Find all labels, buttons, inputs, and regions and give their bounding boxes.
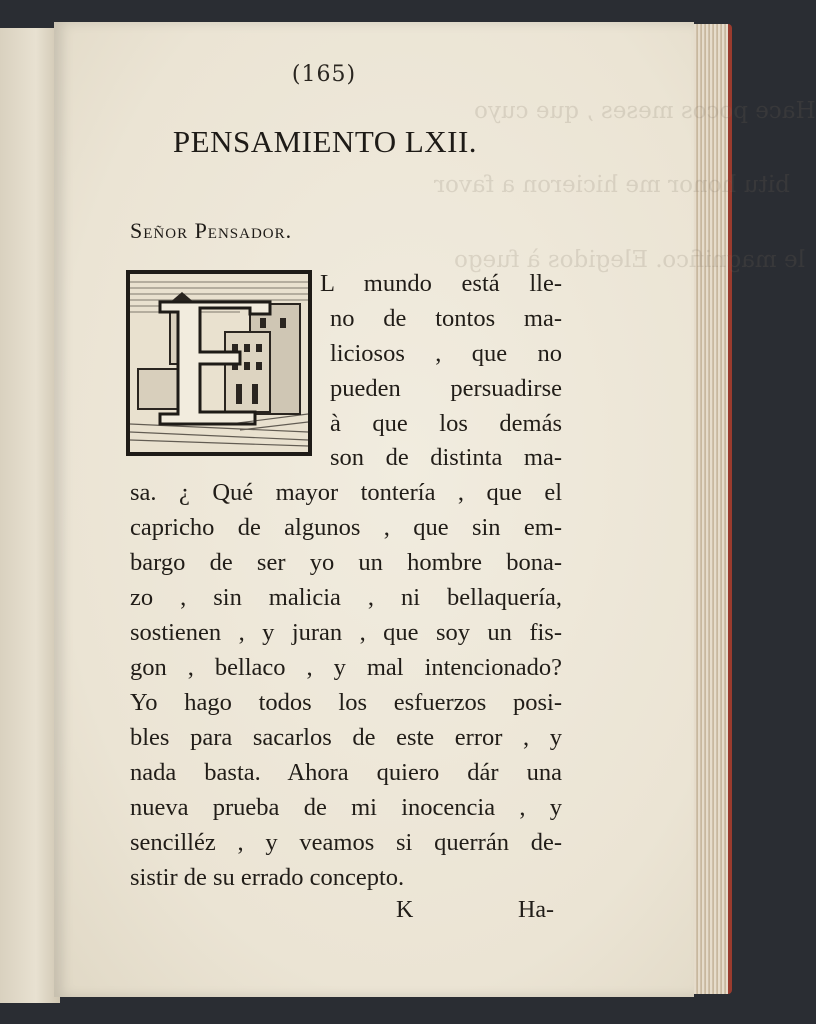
salutation: Señor Pensador.: [130, 218, 293, 243]
text-line: Yo hago todos los esfuerzos posi-: [130, 689, 562, 716]
text-line: liciosos , que no: [330, 340, 562, 367]
text-line: sistir de su errado concepto.: [130, 864, 405, 891]
text-line: bles para sacarlos de este error , y: [130, 724, 562, 751]
text-line: zo , sin malicia , ni bellaquería,: [130, 584, 562, 611]
text-line: capricho de algunos , que sin em-: [130, 514, 562, 541]
woodcut-illustration: [130, 274, 308, 452]
text-line: sostienen , y juran , que soy un fis-: [130, 619, 562, 646]
text-line: no de tontos ma-: [330, 305, 562, 332]
signature-mark: K: [396, 897, 414, 923]
text-line: pueden persuadirse: [330, 375, 562, 402]
text-line: nueva prueba de mi inocencia , y: [130, 794, 562, 821]
page-stack-edge: [690, 24, 732, 994]
text-line: gon , bellaco , y mal intencionado?: [130, 654, 562, 681]
facing-page-edge: [0, 28, 60, 1003]
catchword: Ha-: [518, 897, 554, 923]
text-line: nada basta. Ahora quiero dár una: [130, 759, 562, 786]
bleed-through-text: Hace pocos meses , que cuyo: [474, 98, 816, 124]
bleed-through-text: bitu honor me hicieron a favor: [434, 172, 790, 198]
text-line: son de distinta ma-: [330, 444, 562, 471]
text-line: sencilléz , y veamos si querrán de-: [130, 829, 562, 856]
page-number: (165): [291, 62, 357, 87]
text-line: à que los demás: [330, 410, 562, 437]
text-line: sa. ¿ Qué mayor tontería , que el: [130, 479, 562, 506]
woodcut-drop-cap: [126, 270, 312, 456]
bleed-through-text: le magnifico. Elegidos à fuego: [454, 247, 806, 273]
text-line: L mundo está lle-: [320, 270, 562, 297]
text-line: bargo de ser yo un hombre bona-: [130, 549, 562, 576]
page-title: PENSAMIENTO LXII.: [172, 124, 478, 159]
